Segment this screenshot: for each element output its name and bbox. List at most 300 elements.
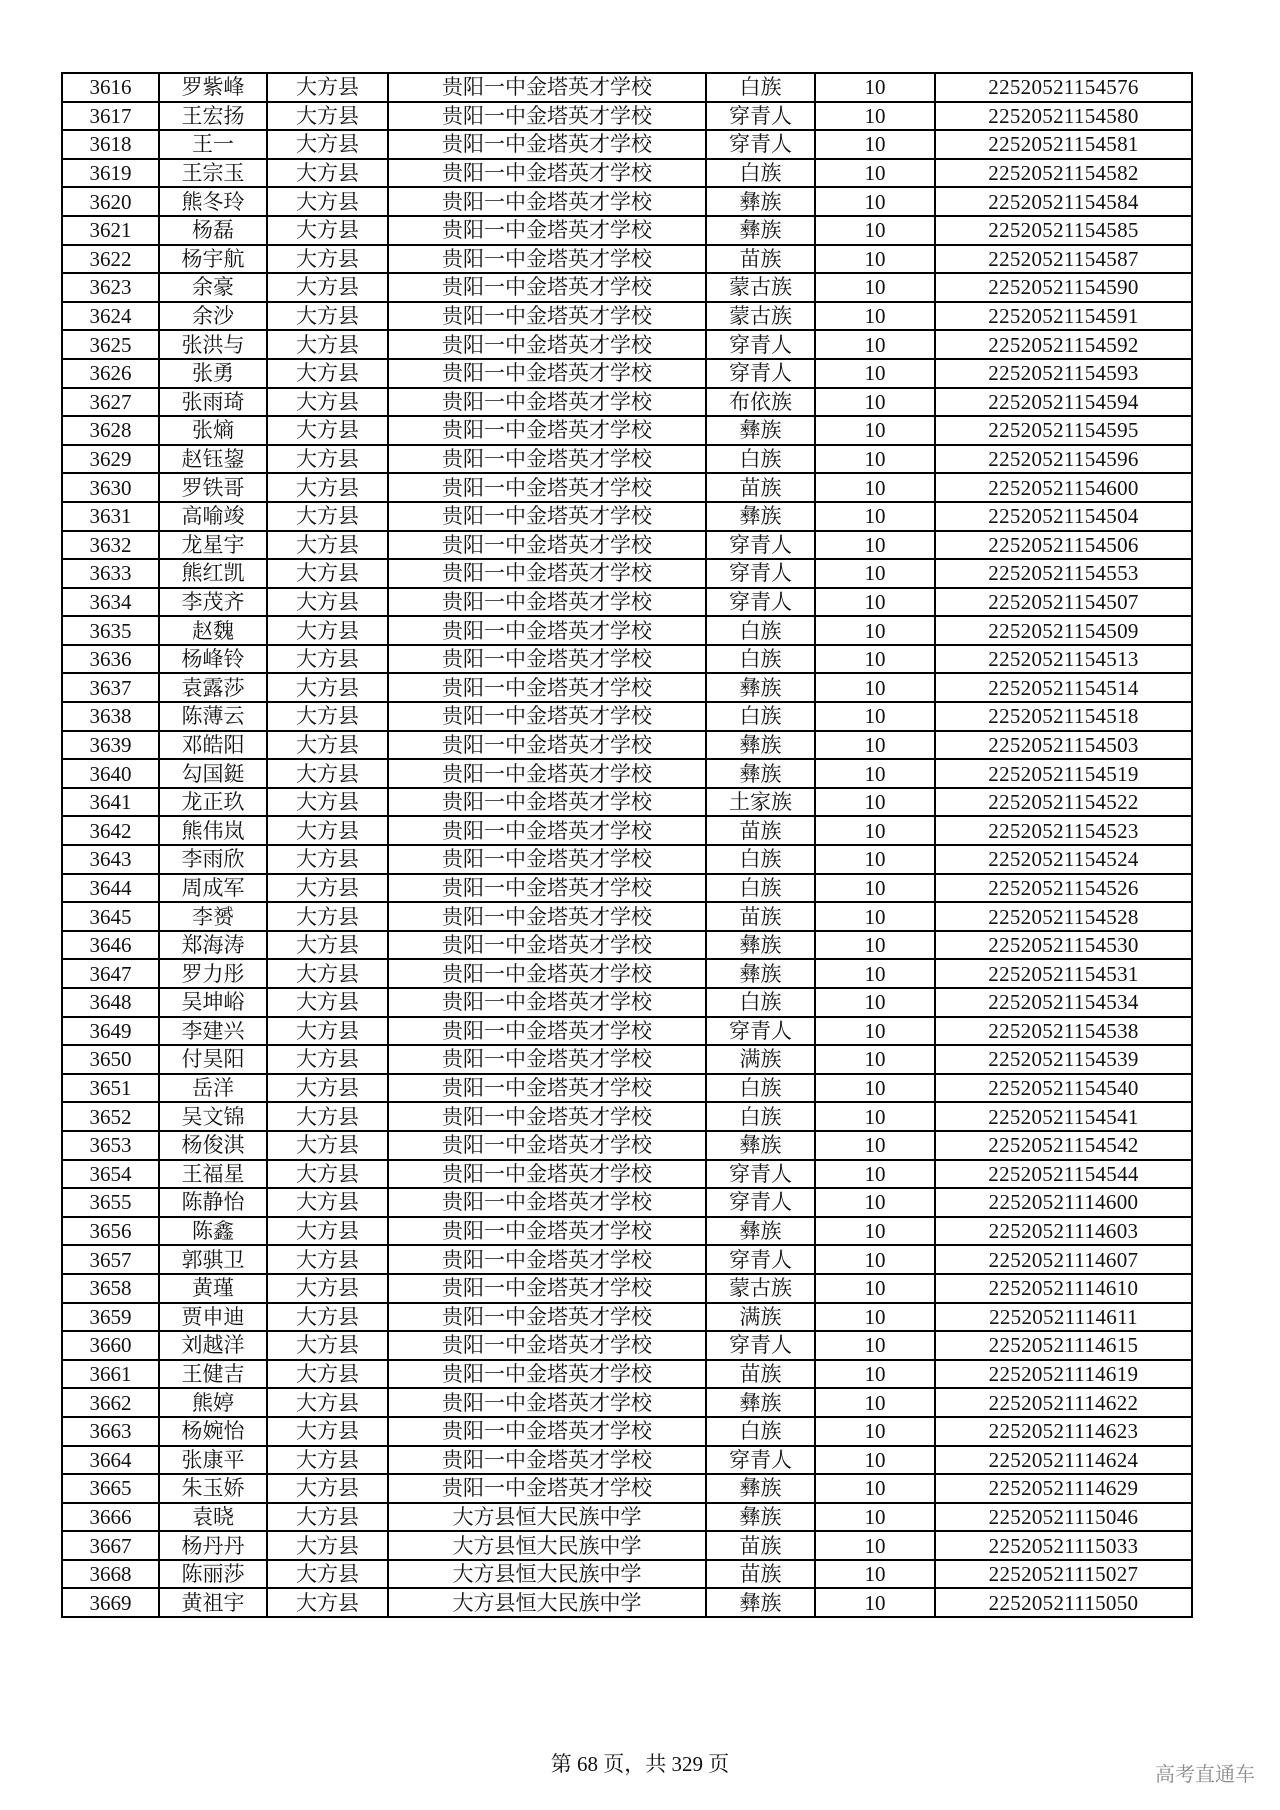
table-row — [62, 102, 1192, 131]
school-cell: 贵阳一中金塔英才学校 — [388, 702, 706, 731]
table-row — [62, 1131, 1192, 1160]
exam-id-cell: 22520521154594 — [935, 388, 1192, 417]
county-cell: 大方县 — [267, 1102, 388, 1131]
seq-number-cell: 3634 — [62, 588, 159, 617]
school-cell: 贵阳一中金塔英才学校 — [388, 874, 706, 903]
seq-number-cell: 3651 — [62, 1074, 159, 1103]
grade-cell: 10 — [815, 1446, 935, 1475]
table-row — [62, 130, 1192, 159]
exam-id-cell: 22520521154580 — [935, 102, 1192, 131]
exam-id-cell: 22520521154528 — [935, 902, 1192, 931]
student-name-cell: 刘越洋 — [159, 1331, 267, 1360]
ethnicity-cell: 白族 — [706, 874, 815, 903]
county-cell: 大方县 — [267, 502, 388, 531]
exam-id-cell: 22520521114623 — [935, 1417, 1192, 1446]
grade-cell: 10 — [815, 845, 935, 874]
grade-cell: 10 — [815, 1303, 935, 1332]
table-row — [62, 902, 1192, 931]
county-cell: 大方县 — [267, 731, 388, 760]
student-name-cell: 杨峰铃 — [159, 645, 267, 674]
grade-cell: 10 — [815, 1160, 935, 1189]
table-row — [62, 1303, 1192, 1332]
county-cell: 大方县 — [267, 845, 388, 874]
school-cell: 贵阳一中金塔英才学校 — [388, 1417, 706, 1446]
grade-cell: 10 — [815, 874, 935, 903]
ethnicity-cell: 彝族 — [706, 1131, 815, 1160]
ethnicity-cell: 穿青人 — [706, 1331, 815, 1360]
exam-id-cell: 22520521115027 — [935, 1560, 1192, 1589]
ethnicity-cell: 白族 — [706, 645, 815, 674]
seq-number-cell: 3633 — [62, 559, 159, 588]
exam-id-cell: 22520521114619 — [935, 1360, 1192, 1389]
seq-number-cell: 3640 — [62, 759, 159, 788]
seq-number-cell: 3667 — [62, 1531, 159, 1560]
exam-id-cell: 22520521114624 — [935, 1446, 1192, 1475]
county-cell: 大方县 — [267, 1474, 388, 1503]
table-row — [62, 1045, 1192, 1074]
exam-id-cell: 22520521154523 — [935, 816, 1192, 845]
table-row — [62, 874, 1192, 903]
exam-id-cell: 22520521114607 — [935, 1245, 1192, 1274]
grade-cell: 10 — [815, 1474, 935, 1503]
student-name-cell: 罗铁哥 — [159, 473, 267, 502]
ethnicity-cell: 满族 — [706, 1045, 815, 1074]
table-row — [62, 731, 1192, 760]
grade-cell: 10 — [815, 702, 935, 731]
student-name-cell: 罗紫峰 — [159, 73, 267, 102]
exam-id-cell: 22520521154514 — [935, 673, 1192, 702]
county-cell: 大方县 — [267, 388, 388, 417]
seq-number-cell: 3632 — [62, 531, 159, 560]
county-cell: 大方县 — [267, 1017, 388, 1046]
student-name-cell: 李雨欣 — [159, 845, 267, 874]
seq-number-cell: 3647 — [62, 959, 159, 988]
seq-number-cell: 3663 — [62, 1417, 159, 1446]
school-cell: 贵阳一中金塔英才学校 — [388, 1131, 706, 1160]
seq-number-cell: 3659 — [62, 1303, 159, 1332]
school-cell: 贵阳一中金塔英才学校 — [388, 102, 706, 131]
school-cell: 贵阳一中金塔英才学校 — [388, 1388, 706, 1417]
student-name-cell: 陈静怡 — [159, 1188, 267, 1217]
table-row — [62, 531, 1192, 560]
student-name-cell: 王宏扬 — [159, 102, 267, 131]
table-row — [62, 959, 1192, 988]
exam-id-cell: 22520521154600 — [935, 473, 1192, 502]
grade-cell: 10 — [815, 245, 935, 274]
seq-number-cell: 3650 — [62, 1045, 159, 1074]
county-cell: 大方县 — [267, 1188, 388, 1217]
seq-number-cell: 3625 — [62, 330, 159, 359]
school-cell: 贵阳一中金塔英才学校 — [388, 1360, 706, 1389]
ethnicity-cell: 彝族 — [706, 1388, 815, 1417]
seq-number-cell: 3630 — [62, 473, 159, 502]
seq-number-cell: 3657 — [62, 1245, 159, 1274]
seq-number-cell: 3643 — [62, 845, 159, 874]
grade-cell: 10 — [815, 931, 935, 960]
seq-number-cell: 3626 — [62, 359, 159, 388]
exam-id-cell: 22520521115033 — [935, 1531, 1192, 1560]
student-name-cell: 张熵 — [159, 416, 267, 445]
exam-id-cell: 22520521154519 — [935, 759, 1192, 788]
ethnicity-cell: 白族 — [706, 988, 815, 1017]
exam-id-cell: 22520521114600 — [935, 1188, 1192, 1217]
ethnicity-cell: 白族 — [706, 702, 815, 731]
ethnicity-cell: 穿青人 — [706, 330, 815, 359]
student-name-cell: 陈丽莎 — [159, 1560, 267, 1589]
table-row — [62, 1588, 1192, 1617]
student-name-cell: 朱玉娇 — [159, 1474, 267, 1503]
table-row — [62, 302, 1192, 331]
table-row — [62, 1503, 1192, 1532]
table-row — [62, 931, 1192, 960]
exam-id-cell: 22520521154530 — [935, 931, 1192, 960]
table-row — [62, 1217, 1192, 1246]
ethnicity-cell: 穿青人 — [706, 559, 815, 588]
seq-number-cell: 3616 — [62, 73, 159, 102]
student-name-cell: 黄祖宇 — [159, 1588, 267, 1617]
seq-number-cell: 3631 — [62, 502, 159, 531]
county-cell: 大方县 — [267, 1331, 388, 1360]
county-cell: 大方县 — [267, 445, 388, 474]
seq-number-cell: 3666 — [62, 1503, 159, 1532]
school-cell: 贵阳一中金塔英才学校 — [388, 273, 706, 302]
student-name-cell: 王健吉 — [159, 1360, 267, 1389]
table-row — [62, 388, 1192, 417]
student-name-cell: 郑海涛 — [159, 931, 267, 960]
grade-cell: 10 — [815, 731, 935, 760]
student-name-cell: 杨丹丹 — [159, 1531, 267, 1560]
student-name-cell: 熊红凯 — [159, 559, 267, 588]
grade-cell: 10 — [815, 502, 935, 531]
table-row — [62, 559, 1192, 588]
school-cell: 贵阳一中金塔英才学校 — [388, 1474, 706, 1503]
school-cell: 贵阳一中金塔英才学校 — [388, 245, 706, 274]
school-cell: 贵阳一中金塔英才学校 — [388, 1074, 706, 1103]
county-cell: 大方县 — [267, 273, 388, 302]
table-row — [62, 988, 1192, 1017]
table-row — [62, 416, 1192, 445]
county-cell: 大方县 — [267, 531, 388, 560]
grade-cell: 10 — [815, 1360, 935, 1389]
school-cell: 贵阳一中金塔英才学校 — [388, 73, 706, 102]
exam-id-cell: 22520521154522 — [935, 788, 1192, 817]
ethnicity-cell: 蒙古族 — [706, 273, 815, 302]
school-cell: 贵阳一中金塔英才学校 — [388, 416, 706, 445]
county-cell: 大方县 — [267, 673, 388, 702]
county-cell: 大方县 — [267, 1245, 388, 1274]
county-cell: 大方县 — [267, 1360, 388, 1389]
school-cell: 贵阳一中金塔英才学校 — [388, 588, 706, 617]
ethnicity-cell: 苗族 — [706, 1360, 815, 1389]
grade-cell: 10 — [815, 759, 935, 788]
table-row — [62, 616, 1192, 645]
grade-cell: 10 — [815, 1274, 935, 1303]
seq-number-cell: 3623 — [62, 273, 159, 302]
student-name-cell: 付昊阳 — [159, 1045, 267, 1074]
roster-body — [62, 73, 1192, 1617]
ethnicity-cell: 苗族 — [706, 473, 815, 502]
exam-id-cell: 22520521154503 — [935, 731, 1192, 760]
grade-cell: 10 — [815, 187, 935, 216]
seq-number-cell: 3658 — [62, 1274, 159, 1303]
grade-cell: 10 — [815, 1588, 935, 1617]
ethnicity-cell: 穿青人 — [706, 1188, 815, 1217]
student-name-cell: 龙正玖 — [159, 788, 267, 817]
exam-id-cell: 22520521154531 — [935, 959, 1192, 988]
seq-number-cell: 3639 — [62, 731, 159, 760]
exam-id-cell: 22520521154593 — [935, 359, 1192, 388]
school-cell: 贵阳一中金塔英才学校 — [388, 731, 706, 760]
table-row — [62, 816, 1192, 845]
school-cell: 贵阳一中金塔英才学校 — [388, 673, 706, 702]
exam-id-cell: 22520521114622 — [935, 1388, 1192, 1417]
ethnicity-cell: 穿青人 — [706, 130, 815, 159]
exam-id-cell: 22520521154506 — [935, 531, 1192, 560]
ethnicity-cell: 彝族 — [706, 1503, 815, 1532]
seq-number-cell: 3665 — [62, 1474, 159, 1503]
grade-cell: 10 — [815, 959, 935, 988]
county-cell: 大方县 — [267, 816, 388, 845]
table-row — [62, 502, 1192, 531]
grade-cell: 10 — [815, 73, 935, 102]
county-cell: 大方县 — [267, 416, 388, 445]
exam-id-cell: 22520521154590 — [935, 273, 1192, 302]
exam-id-cell: 22520521115046 — [935, 1503, 1192, 1532]
seq-number-cell: 3653 — [62, 1131, 159, 1160]
student-name-cell: 陈薄云 — [159, 702, 267, 731]
seq-number-cell: 3629 — [62, 445, 159, 474]
school-cell: 大方县恒大民族中学 — [388, 1503, 706, 1532]
grade-cell: 10 — [815, 302, 935, 331]
table-row — [62, 187, 1192, 216]
school-cell: 贵阳一中金塔英才学校 — [388, 531, 706, 560]
grade-cell: 10 — [815, 1074, 935, 1103]
seq-number-cell: 3638 — [62, 702, 159, 731]
school-cell: 贵阳一中金塔英才学校 — [388, 473, 706, 502]
seq-number-cell: 3627 — [62, 388, 159, 417]
student-name-cell: 高喻竣 — [159, 502, 267, 531]
student-name-cell: 余豪 — [159, 273, 267, 302]
exam-id-cell: 22520521154542 — [935, 1131, 1192, 1160]
school-cell: 贵阳一中金塔英才学校 — [388, 330, 706, 359]
school-cell: 贵阳一中金塔英才学校 — [388, 359, 706, 388]
student-name-cell: 袁晓 — [159, 1503, 267, 1532]
grade-cell: 10 — [815, 359, 935, 388]
county-cell: 大方县 — [267, 359, 388, 388]
ethnicity-cell: 白族 — [706, 845, 815, 874]
county-cell: 大方县 — [267, 330, 388, 359]
ethnicity-cell: 彝族 — [706, 416, 815, 445]
student-name-cell: 邓皓阳 — [159, 731, 267, 760]
exam-id-cell: 22520521154534 — [935, 988, 1192, 1017]
ethnicity-cell: 彝族 — [706, 216, 815, 245]
grade-cell: 10 — [815, 473, 935, 502]
seq-number-cell: 3645 — [62, 902, 159, 931]
seq-number-cell: 3644 — [62, 874, 159, 903]
county-cell: 大方县 — [267, 216, 388, 245]
student-name-cell: 王一 — [159, 130, 267, 159]
county-cell: 大方县 — [267, 1274, 388, 1303]
table-row — [62, 759, 1192, 788]
school-cell: 贵阳一中金塔英才学校 — [388, 1017, 706, 1046]
student-name-cell: 杨俊淇 — [159, 1131, 267, 1160]
exam-id-cell: 22520521154518 — [935, 702, 1192, 731]
grade-cell: 10 — [815, 788, 935, 817]
school-cell: 大方县恒大民族中学 — [388, 1560, 706, 1589]
county-cell: 大方县 — [267, 1531, 388, 1560]
grade-cell: 10 — [815, 1503, 935, 1532]
ethnicity-cell: 彝族 — [706, 759, 815, 788]
exam-id-cell: 22520521154587 — [935, 245, 1192, 274]
seq-number-cell: 3662 — [62, 1388, 159, 1417]
ethnicity-cell: 彝族 — [706, 931, 815, 960]
table-row — [62, 845, 1192, 874]
table-row — [62, 445, 1192, 474]
school-cell: 贵阳一中金塔英才学校 — [388, 1102, 706, 1131]
county-cell: 大方县 — [267, 788, 388, 817]
ethnicity-cell: 彝族 — [706, 959, 815, 988]
grade-cell: 10 — [815, 645, 935, 674]
grade-cell: 10 — [815, 1245, 935, 1274]
table-row — [62, 330, 1192, 359]
ethnicity-cell: 彝族 — [706, 673, 815, 702]
ethnicity-cell: 布依族 — [706, 388, 815, 417]
table-row — [62, 359, 1192, 388]
ethnicity-cell: 彝族 — [706, 1474, 815, 1503]
ethnicity-cell: 蒙古族 — [706, 302, 815, 331]
student-name-cell: 岳洋 — [159, 1074, 267, 1103]
student-name-cell: 杨磊 — [159, 216, 267, 245]
grade-cell: 10 — [815, 1388, 935, 1417]
grade-cell: 10 — [815, 273, 935, 302]
county-cell: 大方县 — [267, 1560, 388, 1589]
student-name-cell: 吴坤峪 — [159, 988, 267, 1017]
ethnicity-cell: 彝族 — [706, 502, 815, 531]
school-cell: 贵阳一中金塔英才学校 — [388, 931, 706, 960]
county-cell: 大方县 — [267, 874, 388, 903]
grade-cell: 10 — [815, 102, 935, 131]
ethnicity-cell: 穿青人 — [706, 359, 815, 388]
student-name-cell: 陈鑫 — [159, 1217, 267, 1246]
seq-number-cell: 3642 — [62, 816, 159, 845]
county-cell: 大方县 — [267, 645, 388, 674]
county-cell: 大方县 — [267, 1446, 388, 1475]
county-cell: 大方县 — [267, 1503, 388, 1532]
ethnicity-cell: 穿青人 — [706, 588, 815, 617]
county-cell: 大方县 — [267, 702, 388, 731]
ethnicity-cell: 白族 — [706, 1074, 815, 1103]
table-row — [62, 1417, 1192, 1446]
ethnicity-cell: 蒙古族 — [706, 1274, 815, 1303]
exam-id-cell: 22520521154541 — [935, 1102, 1192, 1131]
table-row — [62, 216, 1192, 245]
ethnicity-cell: 苗族 — [706, 1560, 815, 1589]
student-name-cell: 黄瑾 — [159, 1274, 267, 1303]
table-row — [62, 1474, 1192, 1503]
ethnicity-cell: 穿青人 — [706, 1245, 815, 1274]
student-name-cell: 张雨琦 — [159, 388, 267, 417]
ethnicity-cell: 白族 — [706, 1417, 815, 1446]
ethnicity-cell: 彝族 — [706, 731, 815, 760]
school-cell: 贵阳一中金塔英才学校 — [388, 216, 706, 245]
exam-id-cell: 22520521154582 — [935, 159, 1192, 188]
exam-id-cell: 22520521154504 — [935, 502, 1192, 531]
school-cell: 贵阳一中金塔英才学校 — [388, 159, 706, 188]
student-name-cell: 熊婷 — [159, 1388, 267, 1417]
county-cell: 大方县 — [267, 73, 388, 102]
exam-id-cell: 22520521154595 — [935, 416, 1192, 445]
school-cell: 贵阳一中金塔英才学校 — [388, 1331, 706, 1360]
student-name-cell: 周成军 — [159, 874, 267, 903]
table-row — [62, 1360, 1192, 1389]
exam-id-cell: 22520521154526 — [935, 874, 1192, 903]
school-cell: 大方县恒大民族中学 — [388, 1588, 706, 1617]
table-row — [62, 1331, 1192, 1360]
table-row — [62, 1074, 1192, 1103]
exam-id-cell: 22520521114629 — [935, 1474, 1192, 1503]
grade-cell: 10 — [815, 330, 935, 359]
table-row — [62, 1160, 1192, 1189]
ethnicity-cell: 苗族 — [706, 245, 815, 274]
grade-cell: 10 — [815, 130, 935, 159]
county-cell: 大方县 — [267, 1074, 388, 1103]
county-cell: 大方县 — [267, 245, 388, 274]
table-row — [62, 1188, 1192, 1217]
watermark-logo: 高考直通车 — [1155, 1762, 1255, 1786]
ethnicity-cell: 彝族 — [706, 187, 815, 216]
table-row — [62, 1446, 1192, 1475]
student-name-cell: 张洪与 — [159, 330, 267, 359]
student-name-cell: 李赟 — [159, 902, 267, 931]
school-cell: 贵阳一中金塔英才学校 — [388, 988, 706, 1017]
county-cell: 大方县 — [267, 102, 388, 131]
table-row — [62, 788, 1192, 817]
grade-cell: 10 — [815, 216, 935, 245]
school-cell: 贵阳一中金塔英才学校 — [388, 445, 706, 474]
county-cell: 大方县 — [267, 988, 388, 1017]
exam-id-cell: 22520521154507 — [935, 588, 1192, 617]
grade-cell: 10 — [815, 1045, 935, 1074]
grade-cell: 10 — [815, 445, 935, 474]
grade-cell: 10 — [815, 1102, 935, 1131]
grade-cell: 10 — [815, 1217, 935, 1246]
ethnicity-cell: 土家族 — [706, 788, 815, 817]
grade-cell: 10 — [815, 1017, 935, 1046]
student-name-cell: 李茂齐 — [159, 588, 267, 617]
table-row — [62, 1560, 1192, 1589]
grade-cell: 10 — [815, 416, 935, 445]
grade-cell: 10 — [815, 531, 935, 560]
grade-cell: 10 — [815, 388, 935, 417]
school-cell: 贵阳一中金塔英才学校 — [388, 645, 706, 674]
seq-number-cell: 3649 — [62, 1017, 159, 1046]
student-name-cell: 李建兴 — [159, 1017, 267, 1046]
school-cell: 贵阳一中金塔英才学校 — [388, 1446, 706, 1475]
county-cell: 大方县 — [267, 559, 388, 588]
seq-number-cell: 3669 — [62, 1588, 159, 1617]
seq-number-cell: 3646 — [62, 931, 159, 960]
seq-number-cell: 3661 — [62, 1360, 159, 1389]
table-row — [62, 673, 1192, 702]
seq-number-cell: 3652 — [62, 1102, 159, 1131]
ethnicity-cell: 白族 — [706, 1102, 815, 1131]
student-name-cell: 张康平 — [159, 1446, 267, 1475]
county-cell: 大方县 — [267, 931, 388, 960]
county-cell: 大方县 — [267, 1160, 388, 1189]
table-row — [62, 473, 1192, 502]
student-name-cell: 王宗玉 — [159, 159, 267, 188]
grade-cell: 10 — [815, 673, 935, 702]
